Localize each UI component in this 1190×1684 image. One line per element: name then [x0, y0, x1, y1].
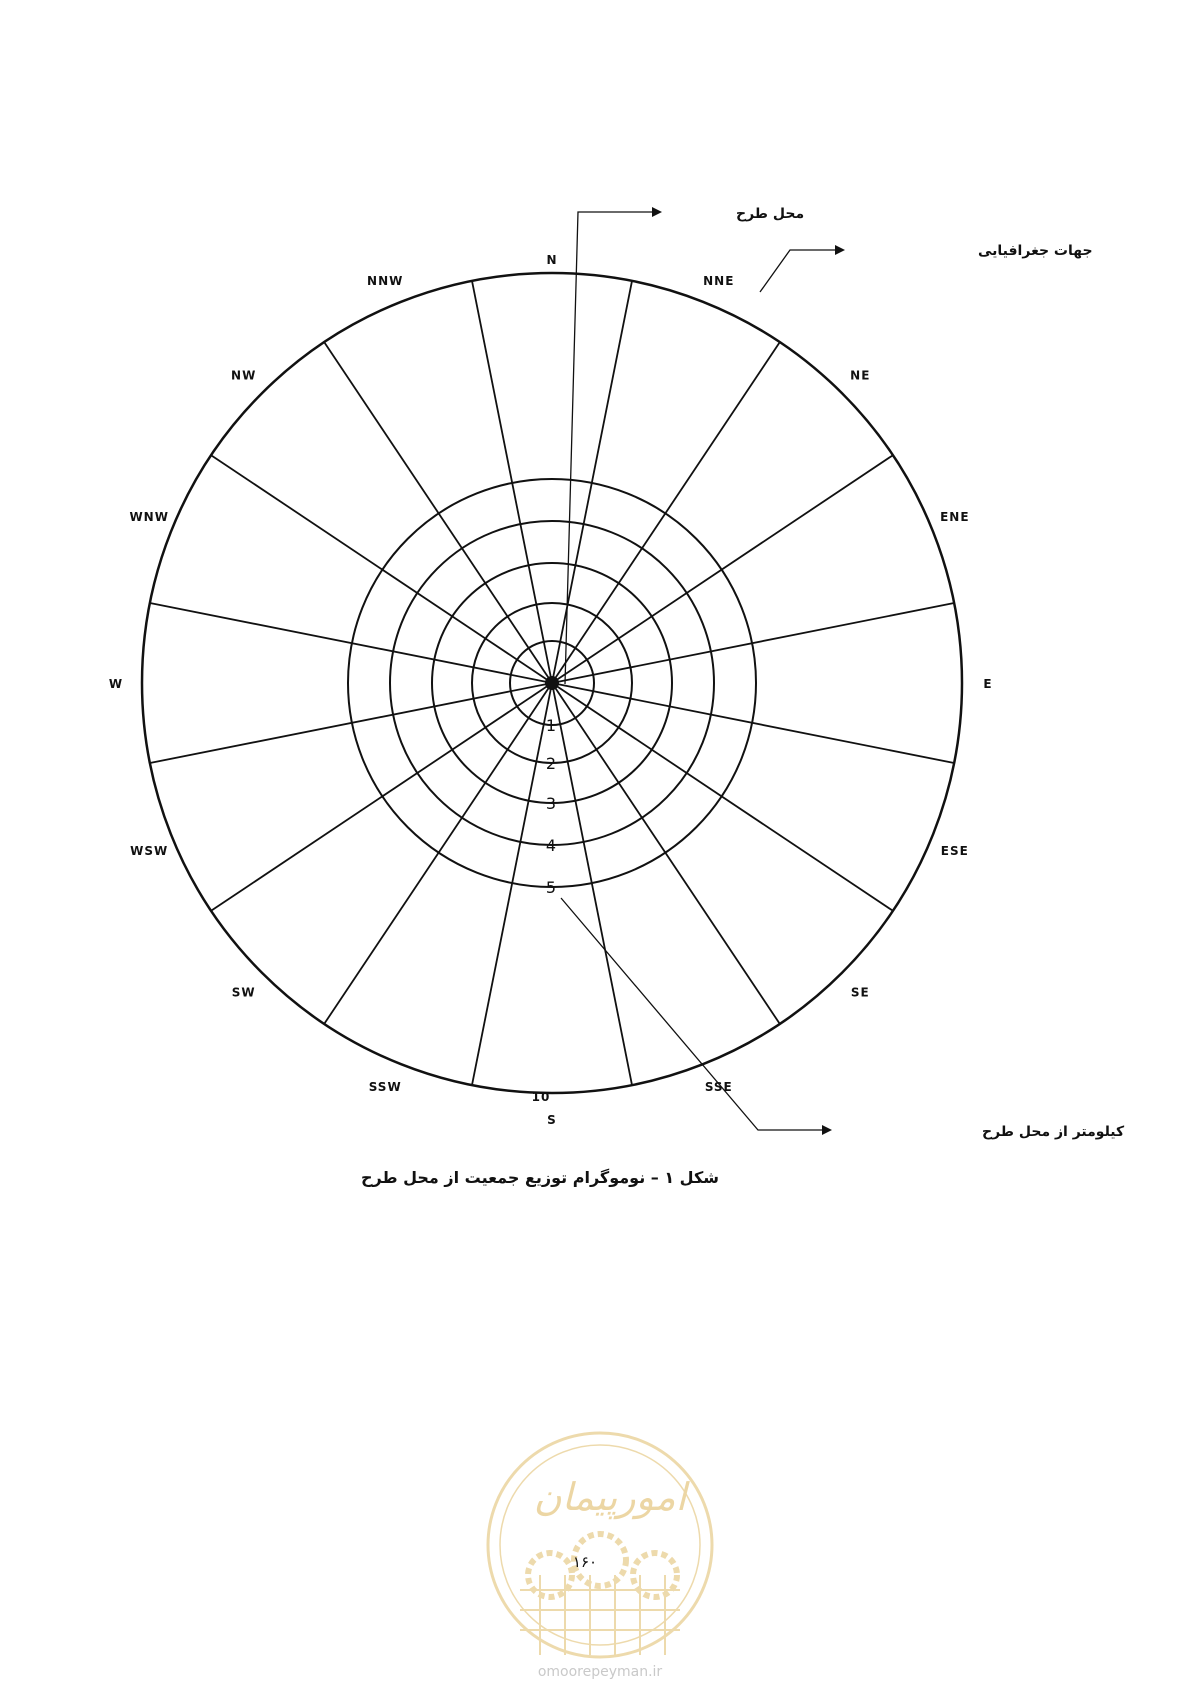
direction-label-ssw: SSW	[368, 1079, 402, 1094]
outer-ring-label: 10	[531, 1090, 551, 1104]
ring-label-5: 5	[545, 878, 557, 897]
watermark-site: omoorepeyman.ir	[537, 1664, 663, 1680]
direction-label-wnw: WNW	[129, 510, 169, 525]
direction-label-e: E	[983, 677, 993, 691]
ring-label-4: 4	[545, 836, 557, 855]
figure-caption: شکل ۱ – نوموگرام توزیع جمعیت از محل طرح	[360, 1168, 719, 1187]
direction-label-nne: NNE	[703, 274, 735, 289]
direction-label-s: S	[547, 1113, 557, 1127]
distance-arrowhead	[822, 1125, 832, 1135]
direction-label-nw: NW	[231, 368, 257, 383]
directions-arrowhead	[835, 245, 845, 255]
direction-label-n: N	[546, 253, 558, 267]
direction-label-sw: SW	[231, 985, 256, 1000]
ring-labels	[546, 716, 556, 897]
direction-label-se: SE	[850, 985, 870, 1000]
distance-annotation: کیلومتر از محل طرح	[982, 1124, 1125, 1140]
direction-label-ene: ENE	[940, 510, 970, 525]
site-arrowhead	[652, 207, 662, 217]
page-number: ۱۶۰	[572, 1553, 598, 1571]
directions-arrow	[760, 250, 835, 292]
ring-label-1: 1	[545, 716, 557, 735]
direction-label-ne: NE	[850, 368, 871, 383]
distance-arrow	[561, 898, 822, 1130]
direction-label-wsw: WSW	[130, 843, 169, 858]
ring-label-3: 3	[545, 794, 557, 813]
direction-label-w: W	[108, 677, 124, 691]
watermark-logo-text: امورپیمان	[533, 1475, 687, 1519]
direction-label-sse: SSE	[704, 1079, 733, 1094]
watermark-logo	[480, 1425, 720, 1665]
directions-annotation: جهات جغرافیایی	[978, 243, 1093, 259]
ring-label-2: 2	[545, 754, 557, 773]
site-annotation: محل طرح	[736, 206, 805, 222]
direction-label-ese: ESE	[940, 843, 969, 858]
direction-label-nnw: NNW	[367, 274, 404, 289]
center-point	[545, 676, 559, 690]
